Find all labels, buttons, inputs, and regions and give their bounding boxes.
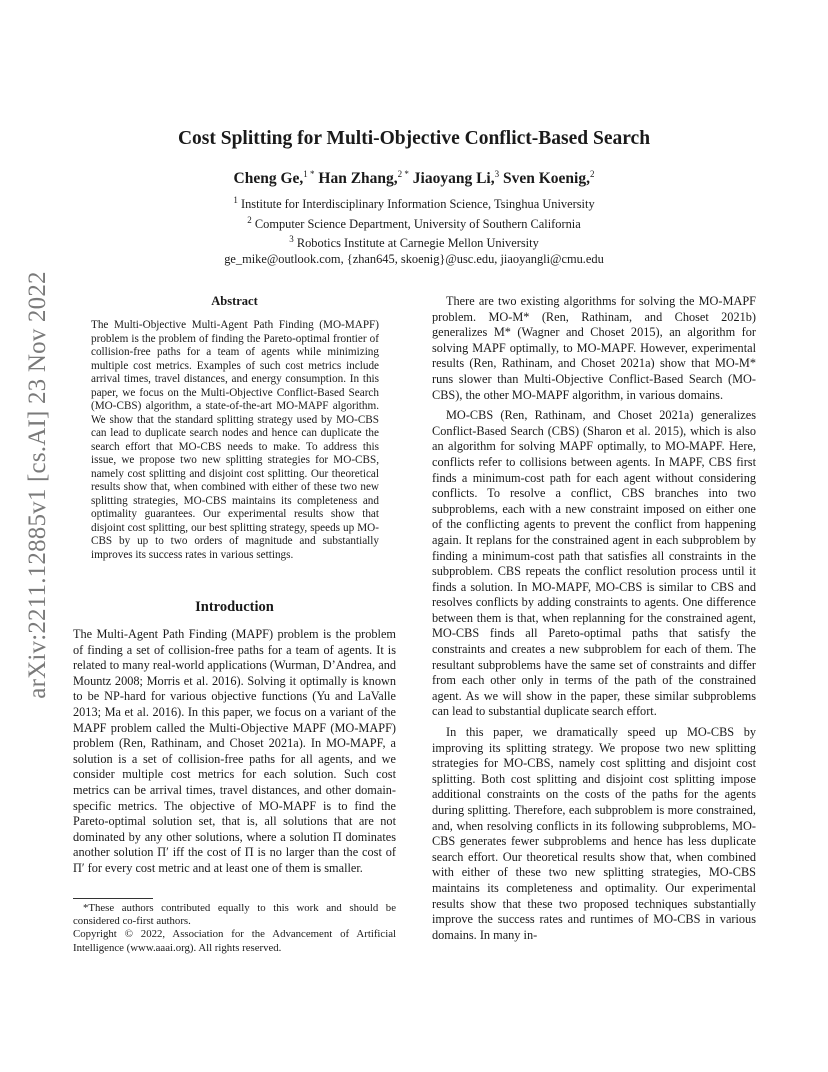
affiliations bbox=[0, 193, 828, 267]
right-column bbox=[432, 294, 756, 943]
author-mark: 2 bbox=[589, 169, 595, 179]
author-emails: ge_mike@outlook.com, {zhan645, skoenig}@usc.edu, jiaoyangli@cmu.edu bbox=[224, 251, 604, 266]
author-name: Han Zhang, bbox=[318, 170, 398, 188]
affiliation-text: Robotics Institute at Carnegie Mellon University bbox=[296, 236, 539, 251]
footnotes bbox=[73, 902, 396, 955]
affiliation-mark: 1 bbox=[233, 195, 238, 205]
author-name: Jiaoyang Li, bbox=[412, 170, 495, 188]
introduction-paragraph: The Multi-Agent Path Finding (MAPF) problem is the problem of finding a set of collision-free paths for a team of agents. It is related to many real-world applications (Wurman, D’Andrea, and Mountz 2008; Morris et al. 2016). Solving it optimally is known to be NP-hard for various objective functions (Yu and LaValle 2013; Ma et al. 2016). In this paper, we focus on a variant of the MAPF problem called the Multi-Objective MAPF (MO-MAPF) problem (Ren, Rathinam, and Choset 2021a). In MO-MAPF, a solution is a set of collision-free paths for all agents, and we consider multiple cost metrics for each solution. Such cost metrics can be arrival times, travel distances, and other domain-specific metrics. The objective of MO-MAPF is to find the Pareto-optimal solution set, that is, all solutions that are not dominated by any other solutions, where a solution Π dominates another solution Π′ iff the cost of Π is no larger than the cost of Π′ for every cost metric and at least one of them is smaller. bbox=[73, 627, 396, 875]
introduction-heading: Introduction bbox=[195, 599, 274, 615]
author-mark: 3 bbox=[494, 169, 500, 179]
affiliation-line bbox=[0, 213, 828, 233]
affiliation-mark: 3 bbox=[289, 234, 294, 245]
footnote-divider bbox=[73, 898, 153, 899]
body-paragraph: MO-CBS (Ren, Rathinam, and Choset 2021a) generalizes Conflict-Based Search (CBS) (Sharon et al. 2015), which is also an algorithm for solving MAPF optimally, to MO-MAPF. Here, conflicts refer to collisions between agents. In MAPF, CBS first finds a minimum-cost path for each agent without considering conflicts. To resolve a conflict, CBS branches into two subproblems, each with a new constraint imposed on either one of the conflicting agents to prevent the conflict from happening again. It replans for the constrained agent in each subproblem by finding a minimum-cost path that satisfies all constraints in the subproblem. CBS repeats the conflict resolution process until it finds a solution. In MO-MAPF, MO-CBS is similar to CBS and resolves conflicts by adding constraints to agents. One difference between them is that, when replanning for the constrained agent, MO-CBS finds all Pareto-optimal paths that satisfy the constraints and creates a new subproblem for each of them. The resultant subproblems have the same set of constraints and differ from each other only in terms of the path of the constrained agent. As we will show in the paper, these similar subproblems can lead to substantial duplicate search effort. bbox=[432, 408, 756, 719]
author-mark: 1 * bbox=[303, 169, 315, 179]
body-paragraph: In this paper, we dramatically speed up MO-CBS by improving its splitting strategy. We propose two new splitting strategies for MO-CBS, namely cost splitting and disjoint cost splitting. Both cost splitting and disjoint cost splitting impose additional constraints on the costs of the paths for the agents during splitting. Therefore, each subproblem is more constrained, and, when resolving conflicts in its following subproblems, MO-CBS generates fewer subproblems and hence has less duplicate search effort. Our theoretical results show that, when combined with either of these two new splitting strategies, MO-CBS maintains its completeness and optimality. Our experimental results show that these two proposed techniques substantially improve the success rates and runtimes of MO-CBS in various domains. In many in- bbox=[432, 725, 756, 942]
author-name: Cheng Ge, bbox=[233, 170, 304, 188]
author-list bbox=[0, 169, 828, 188]
paper-title: Cost Splitting for Multi-Objective Conflict-Based Search bbox=[177, 128, 651, 149]
arxiv-identifier-text: arXiv:2211.12885v1 [cs.AI] 23 Nov 2022 bbox=[24, 271, 51, 699]
body-paragraph: There are two existing algorithms for solving the MO-MAPF problem. MO-M* (Ren, Rathinam, and Choset 2021b) generalizes M* (Wagner and Choset 2015), an algorithm for solving MAPF optimally, to MO-MAPF. However, experimental results (Ren, Rathinam, and Choset 2021a) show that MO-M* runs slower than Multi-Objective Conflict-Based Search (MO-CBS), the other MO-MAPF algorithm, in various domains. bbox=[432, 294, 756, 402]
equal-contribution-footnote: *These authors contributed equally to this work and should be considered co-first authors. bbox=[73, 902, 396, 928]
abstract-heading: Abstract bbox=[211, 294, 258, 308]
affiliation-mark: 2 bbox=[247, 214, 252, 225]
affiliation-line bbox=[0, 193, 828, 213]
affiliation-text: Institute for Interdisciplinary Information Science, Tsinghua University bbox=[240, 197, 595, 212]
abstract-text: The Multi-Objective Multi-Agent Path Finding (MO-MAPF) problem is the problem of finding the Pareto-optimal frontier of collision-free paths for a team of agents while minimizing multiple cost metrics. Examples of such cost metrics include arrival times, travel distances, and energy consumption. In this paper, we focus on the Multi-Objective Conflict-Based Search (MO-CBS) algorithm, a state-of-the-art MO-MAPF algorithm. We show that the standard splitting strategy used by MO-CBS can lead to duplicate search nodes and hence can duplicate the search effort that MO-CBS needs to make. To address this issue, we propose two new splitting strategies for MO-CBS, namely cost splitting and disjoint cost splitting. Our theoretical results show that, when combined with either of these two new splitting strategies, MO-CBS maintains its completeness and optimality guarantees. Our experimental results show that disjoint cost splitting, our best splitting strategy, speeds up MO-CBS by up to two orders of magnitude and substantially improves its success rates in various settings. bbox=[91, 319, 379, 561]
affiliation-line bbox=[0, 232, 828, 252]
author-name: Sven Koenig, bbox=[502, 170, 590, 188]
author-mark: 2 * bbox=[397, 169, 409, 179]
copyright-notice: Copyright © 2022, Association for the Advancement of Artificial Intelligence (www.aaai.org). All rights reserved. bbox=[73, 928, 396, 954]
affiliation-text: Computer Science Department, University of Southern California bbox=[254, 216, 581, 231]
arxiv-identifier bbox=[18, 271, 58, 699]
